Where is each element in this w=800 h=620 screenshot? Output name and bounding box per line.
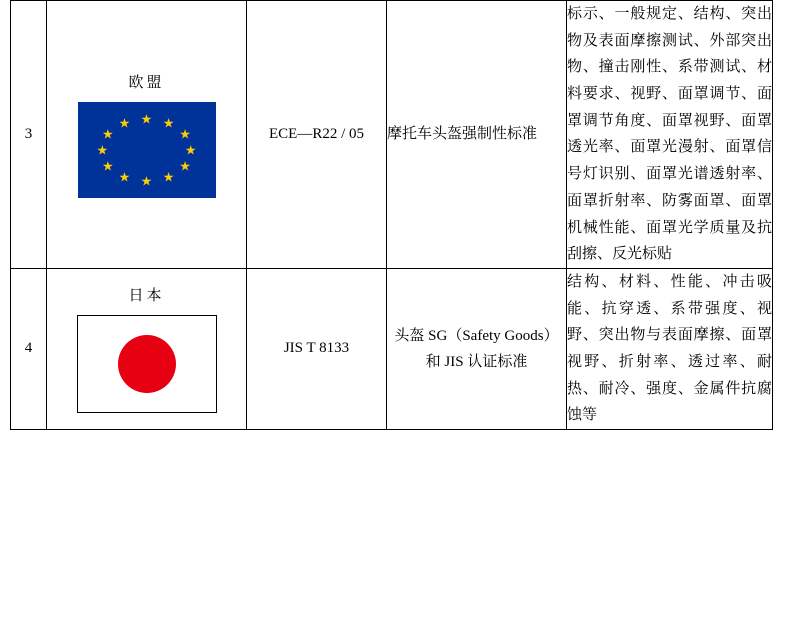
- eu-star: ★: [96, 142, 109, 158]
- row-region: [47, 268, 247, 429]
- eu-star: ★: [118, 115, 131, 131]
- eu-star: ★: [102, 126, 114, 142]
- row-name: 头盔 SG（Safety Goods）和 JIS 认证标准: [387, 268, 567, 429]
- row-index: 3: [11, 1, 47, 269]
- region-label: 欧盟: [128, 74, 165, 91]
- eu-star: ★: [102, 158, 114, 174]
- row-region: [47, 1, 247, 269]
- jp-flag-icon: [77, 315, 217, 413]
- eu-star: ★: [140, 111, 153, 127]
- row-code: ECE—R22 / 05: [247, 1, 387, 269]
- row-index: 4: [11, 268, 47, 429]
- row-code: JIS T 8133: [247, 268, 387, 429]
- eu-star: ★: [184, 142, 197, 158]
- row-scope: 结构、材料、性能、冲击吸能、抗穿透、系带强度、视野、突出物与表面摩擦、面罩视野、折射率、透过率、耐热、耐冷、强度、金属件抗腐蚀等: [567, 268, 773, 429]
- table-row: [11, 268, 773, 429]
- standards-table: [10, 0, 773, 430]
- row-scope: 标示、一般规定、结构、突出物及表面摩擦测试、外部突出物、撞击刚性、系带测试、材料要求、视野、面罩调节、面罩调节角度、面罩视野、面罩透光率、面罩光漫射、面罩信号灯识别、面罩光谱透射率、面罩折射率、防雾面罩、面罩机械性能、面罩光学质量及抗刮擦、反光标贴: [567, 1, 773, 269]
- eu-star: ★: [140, 173, 153, 189]
- eu-star: ★: [118, 169, 131, 185]
- eu-flag-icon: [78, 102, 216, 198]
- eu-star: ★: [179, 158, 191, 174]
- jp-flag-disc: [118, 335, 176, 393]
- table-row: [11, 1, 773, 269]
- eu-star: ★: [162, 169, 175, 185]
- row-name: 摩托车头盔强制性标准: [387, 1, 567, 269]
- eu-star: ★: [162, 115, 175, 131]
- eu-star: ★: [179, 126, 191, 142]
- flag-wrap: [47, 315, 246, 413]
- region-label: 日本: [128, 288, 165, 305]
- flag-wrap: [47, 102, 246, 198]
